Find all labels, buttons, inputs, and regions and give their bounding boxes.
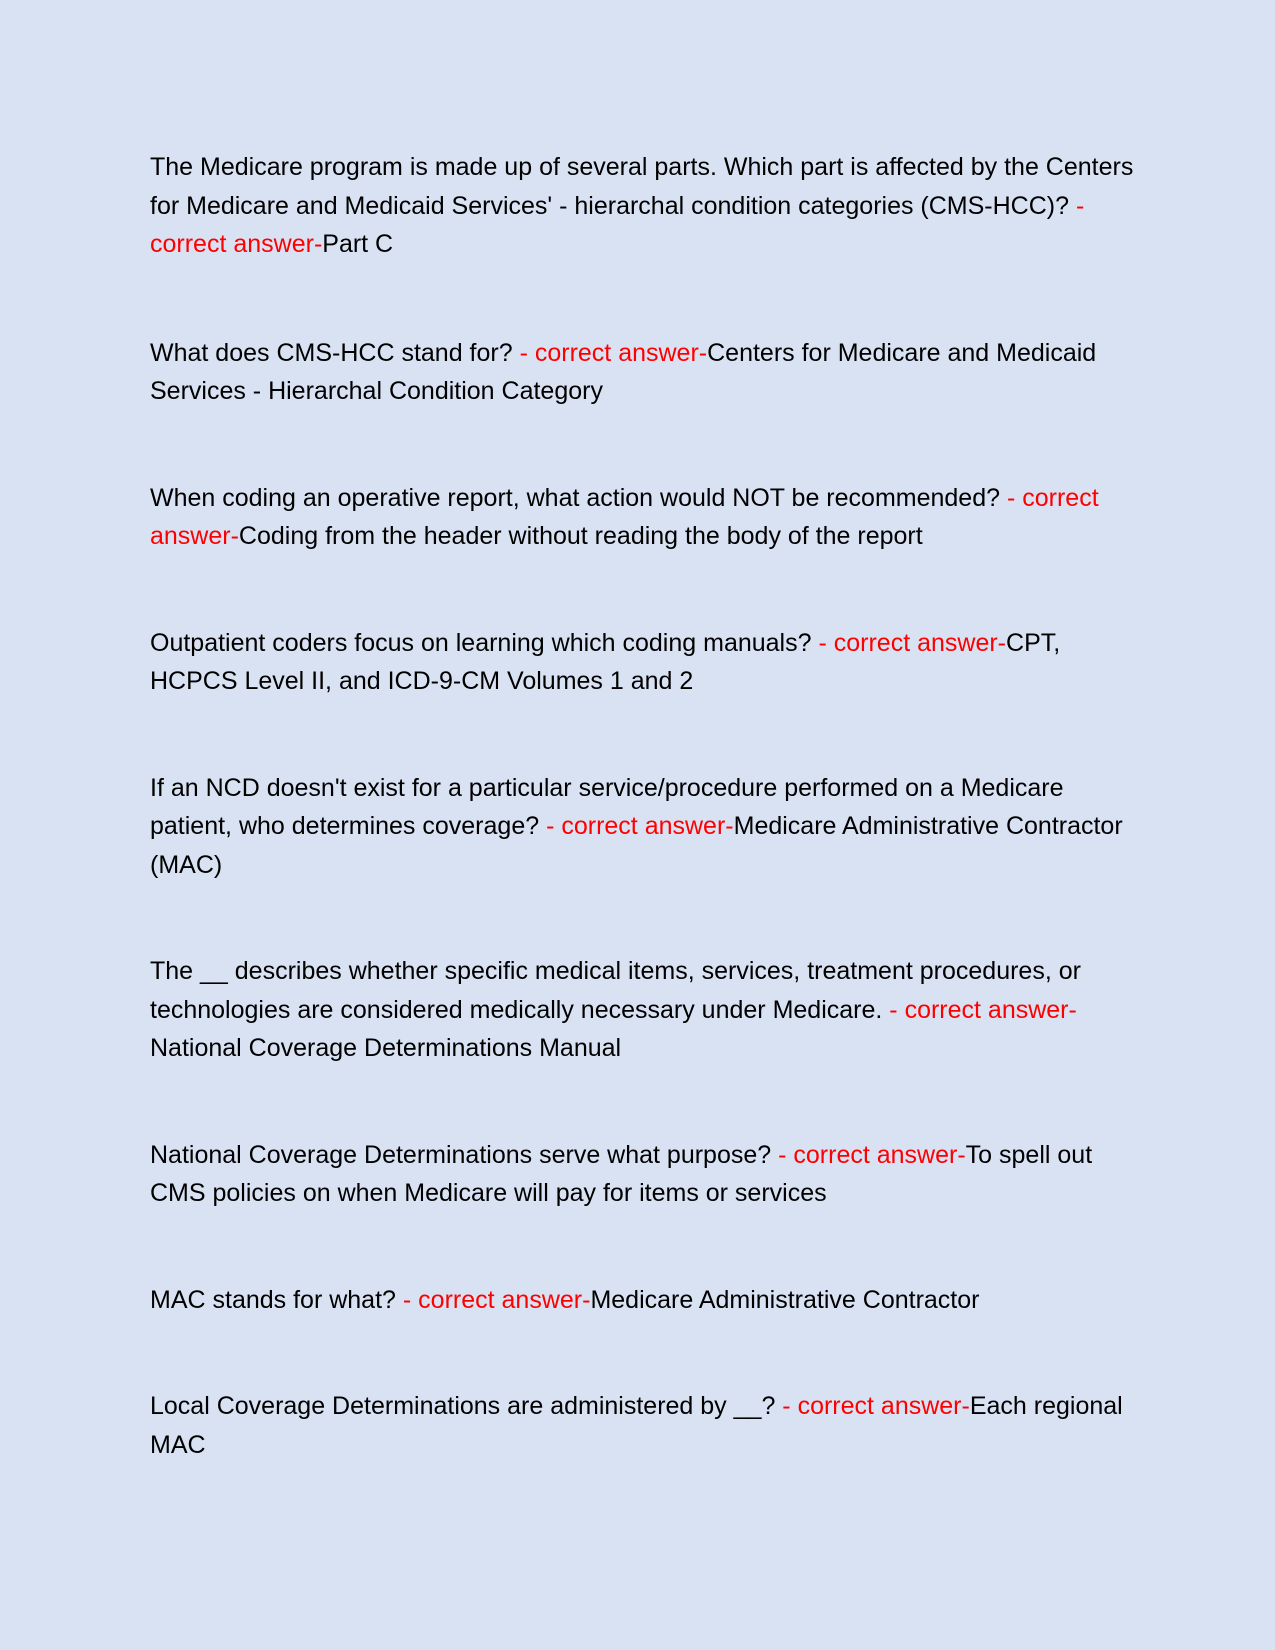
qa-item-8 [150, 1281, 1135, 1320]
qa-item-7 [150, 1136, 1135, 1213]
qa-item-2 [150, 334, 1135, 411]
correct-answer-marker: - correct answer- [519, 338, 708, 367]
answer-text: Centers for Medicare and Medicaid Services - Hierarchal Condition Category [150, 338, 1097, 405]
question-text: The Medicare program is made up of several parts. Which part is affected by the Centers for Medicare and Medicaid Services' - hierarchal condition categories (CMS-HCC)? [150, 153, 1134, 220]
question-text: When coding an operative report, what action would NOT be recommended? [150, 483, 1007, 512]
question-text: Local Coverage Determinations are administered by __? [150, 1392, 783, 1420]
correct-answer-marker: - correct answer- [782, 1392, 970, 1420]
answer-text: Each regional MAC [150, 1392, 1123, 1459]
question-text: What does CMS-HCC stand for? [150, 338, 520, 367]
correct-answer-marker: - correct answer- [150, 483, 1099, 550]
qa-item-3 [150, 479, 1135, 556]
correct-answer-marker: - correct answer- [546, 812, 734, 840]
correct-answer-marker: - correct answer- [778, 1140, 966, 1169]
answer-text: National Coverage Determinations Manual [150, 1034, 622, 1062]
question-text: National Coverage Determinations serve what purpose? [150, 1140, 779, 1169]
qa-list [150, 148, 1135, 1532]
qa-item-1 [150, 148, 1135, 264]
answer-text: Medicare Administrative Contractor [590, 1285, 980, 1314]
answer-text: Part C [322, 230, 394, 258]
qa-item-6 [150, 952, 1135, 1068]
correct-answer-marker: - correct answer- [402, 1285, 591, 1314]
qa-item-4 [150, 624, 1135, 701]
qa-item-9 [150, 1387, 1135, 1464]
answer-text: CPT, HCPCS Level II, and ICD-9-CM Volumes 1 and 2 [150, 628, 1061, 695]
question-text: If an NCD doesn't exist for a particular service/procedure performed on a Medicare patient, who determines coverage? [150, 773, 1064, 840]
correct-answer-marker: - correct answer- [889, 995, 1077, 1024]
answer-text: Coding from the header without reading the body of the report [238, 522, 923, 550]
question-text: The __ describes whether specific medical items, services, treatment procedures, or technologies are considered medically necessary under Medicare. [150, 957, 1081, 1024]
correct-answer-marker: - correct answer- [150, 191, 1085, 258]
correct-answer-marker: - correct answer- [818, 628, 1007, 657]
answer-text: To spell out CMS policies on when Medicare will pay for items or services [150, 1140, 1093, 1207]
answer-text: Medicare Administrative Contractor (MAC) [150, 812, 1123, 879]
qa-item-5 [150, 769, 1135, 885]
question-text: Outpatient coders focus on learning which coding manuals? [150, 628, 819, 657]
question-text: MAC stands for what? [150, 1285, 403, 1314]
